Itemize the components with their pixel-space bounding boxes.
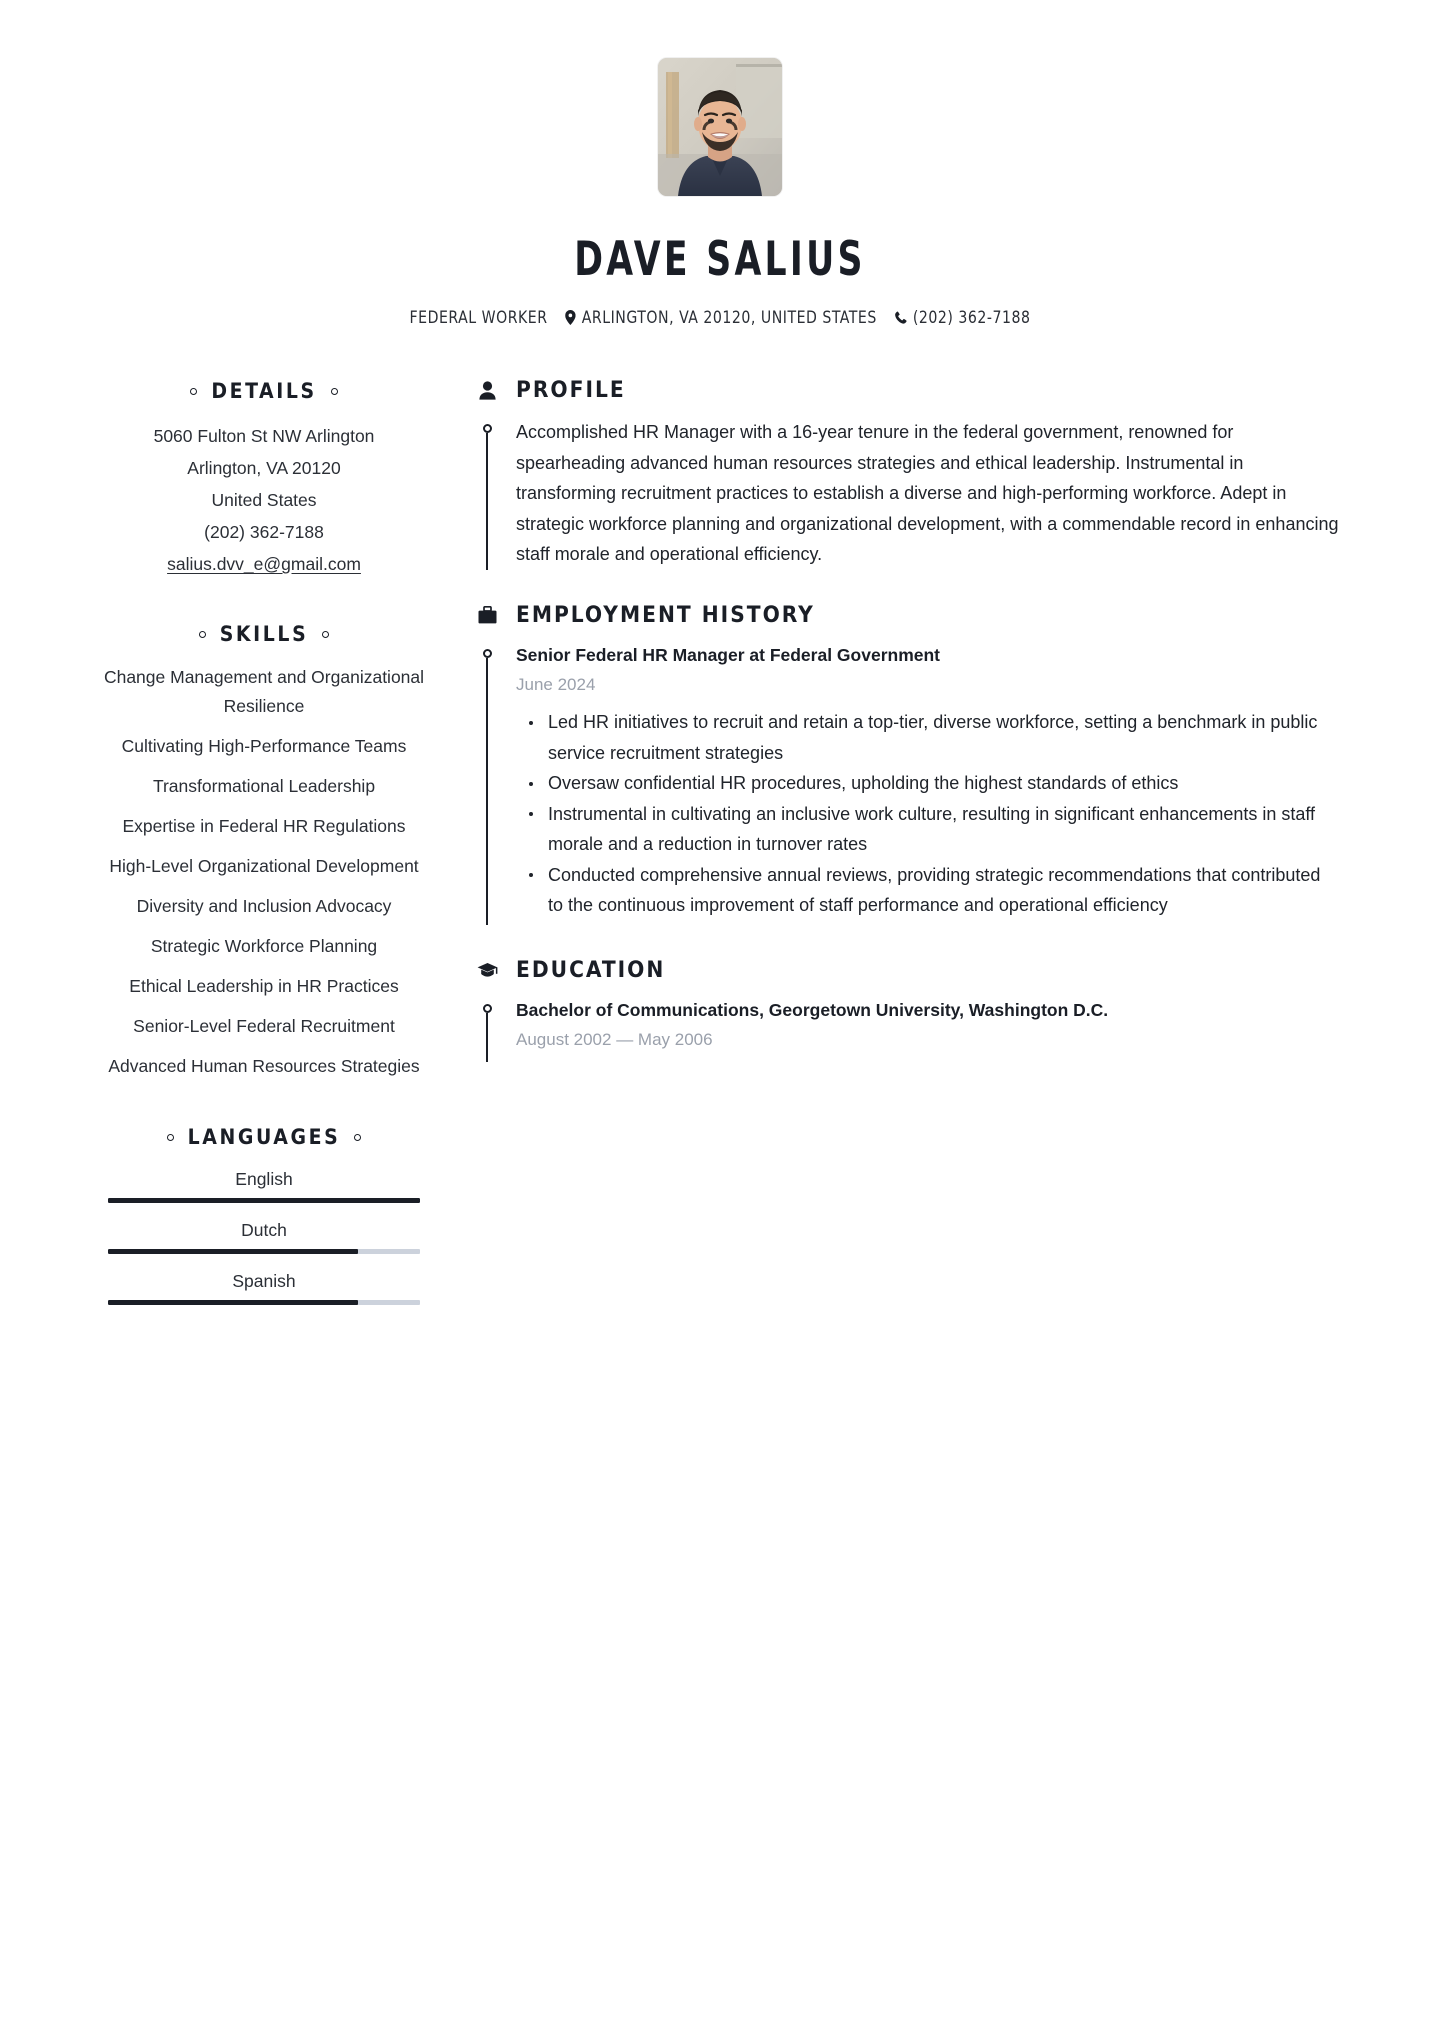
- education-entry-date: August 2002 — May 2006: [516, 1030, 713, 1049]
- header-phone-text: (202) 362-7188: [912, 308, 1031, 327]
- list-item: High-Level Organizational Development: [109, 856, 419, 876]
- main-content: [476, 375, 1340, 1094]
- sidebar-section-languages: [100, 1125, 428, 1305]
- resume-body: [100, 375, 1340, 1347]
- list-item: Expertise in Federal HR Regulations: [122, 816, 406, 836]
- skills-list: [100, 663, 428, 1081]
- sidebar-skills-heading: [100, 622, 428, 646]
- profile-text: Accomplished HR Manager with a 16-year tenure in the federal government, renowned for spearheading advanced human resources strategies and ethical leadership. Instrumental in transforming recruitment practices to establish a diverse and high-performing workforce. Adept in strategic workforce planning and organizational development, with a commendable record in enhancing staff morale and operational efficiency.: [516, 422, 1339, 564]
- list-item: Strategic Workforce Planning: [150, 936, 378, 956]
- briefcase-icon: [476, 606, 498, 624]
- list-item: Instrumental in cultivating an inclusive work culture, resulting in significant enhancements in staff morale and a reduction in turnover rates: [516, 799, 1340, 860]
- details-content: [100, 420, 428, 580]
- phone-icon: [895, 311, 907, 324]
- timeline-dot-icon: [483, 649, 492, 658]
- timeline-line: [486, 658, 488, 925]
- language-level-bar: [108, 1249, 420, 1254]
- detail-address-line1: 5060 Fulton St NW Arlington: [153, 426, 375, 446]
- list-item: Led HR initiatives to recruit and retain a top-tier, diverse workforce, setting a benchmark in public service recruitment strategies: [516, 707, 1340, 768]
- list-item: Diversity and Inclusion Advocacy: [136, 896, 392, 916]
- employment-entry-bullets: [516, 707, 1340, 921]
- language-name: Dutch: [241, 1220, 287, 1240]
- language-name: Spanish: [232, 1271, 296, 1291]
- person-icon: [476, 381, 498, 400]
- education-body: [476, 997, 1340, 1062]
- timeline-line: [486, 433, 488, 570]
- language-level-fill: [108, 1249, 358, 1254]
- header-location: [566, 308, 877, 327]
- sidebar-details-heading: [100, 379, 428, 403]
- circle-bullet-icon: [331, 388, 338, 395]
- list-item: Change Management and Organizational Resilience: [103, 667, 425, 716]
- employment-entry: [516, 642, 1340, 921]
- list-item: Oversaw confidential HR procedures, upholding the highest standards of ethics: [516, 768, 1340, 799]
- circle-bullet-icon: [354, 1134, 361, 1141]
- list-item: Conducted comprehensive annual reviews, providing strategic recommendations that contributed to the continuous improvement of staff performance and operational efficiency: [516, 860, 1340, 921]
- profile-heading: [476, 377, 1340, 403]
- list-item: Ethical Leadership in HR Practices: [129, 976, 399, 996]
- sidebar-languages-heading-text: LANGUAGES: [187, 1125, 341, 1149]
- sidebar-skills-heading-text: SKILLS: [219, 622, 309, 646]
- section-education: [476, 957, 1340, 1062]
- detail-address-line3: United States: [211, 490, 317, 510]
- profile-body: [476, 417, 1340, 570]
- circle-bullet-icon: [190, 388, 197, 395]
- map-pin-icon: [566, 310, 576, 325]
- sidebar-details-heading-text: DETAILS: [211, 379, 317, 403]
- timeline-line: [486, 1013, 488, 1062]
- language-name: English: [235, 1169, 293, 1189]
- profile-photo-wrap: [100, 58, 1340, 196]
- section-employment-history: [476, 602, 1340, 925]
- page-title: DAVE SALIUS: [574, 232, 866, 287]
- circle-bullet-icon: [322, 631, 329, 638]
- detail-phone: (202) 362-7188: [204, 522, 324, 542]
- sidebar-section-details: [100, 379, 428, 580]
- header-contact-line: [131, 308, 1309, 327]
- language-level-bar: [108, 1198, 420, 1203]
- circle-bullet-icon: [199, 631, 206, 638]
- employment-entry-date: June 2024: [516, 675, 596, 694]
- employment-entries: [516, 642, 1340, 925]
- employment-heading: [476, 602, 1340, 628]
- list-item: [108, 1166, 420, 1203]
- timeline-dot-icon: [483, 1004, 492, 1013]
- sidebar-section-skills: [100, 622, 428, 1081]
- list-item: Transformational Leadership: [152, 776, 376, 796]
- header-job-title: [409, 308, 547, 327]
- education-entry: [516, 997, 1340, 1053]
- detail-email[interactable]: salius.dvv_e@gmail.com: [167, 554, 361, 574]
- header-phone: [895, 308, 1031, 327]
- education-entries: [516, 997, 1340, 1062]
- language-level-fill: [108, 1300, 358, 1305]
- header-job-title-text: FEDERAL WORKER: [409, 308, 548, 327]
- profile-heading-text: PROFILE: [516, 377, 626, 403]
- timeline-dot-icon: [483, 424, 492, 433]
- resume-header: [100, 0, 1340, 327]
- education-entry-title: Bachelor of Communications, Georgetown University, Washington D.C.: [516, 1000, 1109, 1020]
- employment-body: [476, 642, 1340, 925]
- education-heading: [476, 957, 1340, 983]
- list-item: [108, 1217, 420, 1254]
- timeline-marker: [476, 642, 498, 925]
- employment-heading-text: EMPLOYMENT HISTORY: [516, 602, 815, 628]
- language-level-fill: [108, 1198, 420, 1203]
- language-level-bar: [108, 1300, 420, 1305]
- sidebar-languages-heading: [100, 1125, 428, 1149]
- profile-photo-image: [658, 58, 782, 196]
- list-item: [108, 1268, 420, 1305]
- languages-list: [100, 1166, 428, 1305]
- list-item: Senior-Level Federal Recruitment: [133, 1016, 395, 1036]
- graduation-cap-icon: [476, 962, 498, 979]
- sidebar: [100, 375, 428, 1347]
- list-item: Cultivating High-Performance Teams: [121, 736, 407, 756]
- avatar: [658, 58, 782, 196]
- education-heading-text: EDUCATION: [516, 957, 666, 983]
- section-profile: [476, 377, 1340, 570]
- circle-bullet-icon: [167, 1134, 174, 1141]
- header-location-text: ARLINGTON, VA 20120, UNITED STATES: [581, 308, 877, 327]
- timeline-marker: [476, 997, 498, 1062]
- employment-entry-title: Senior Federal HR Manager at Federal Government: [516, 645, 941, 665]
- list-item: Advanced Human Resources Strategies: [108, 1056, 420, 1076]
- timeline-marker: [476, 417, 498, 570]
- detail-address-line2: Arlington, VA 20120: [187, 458, 341, 478]
